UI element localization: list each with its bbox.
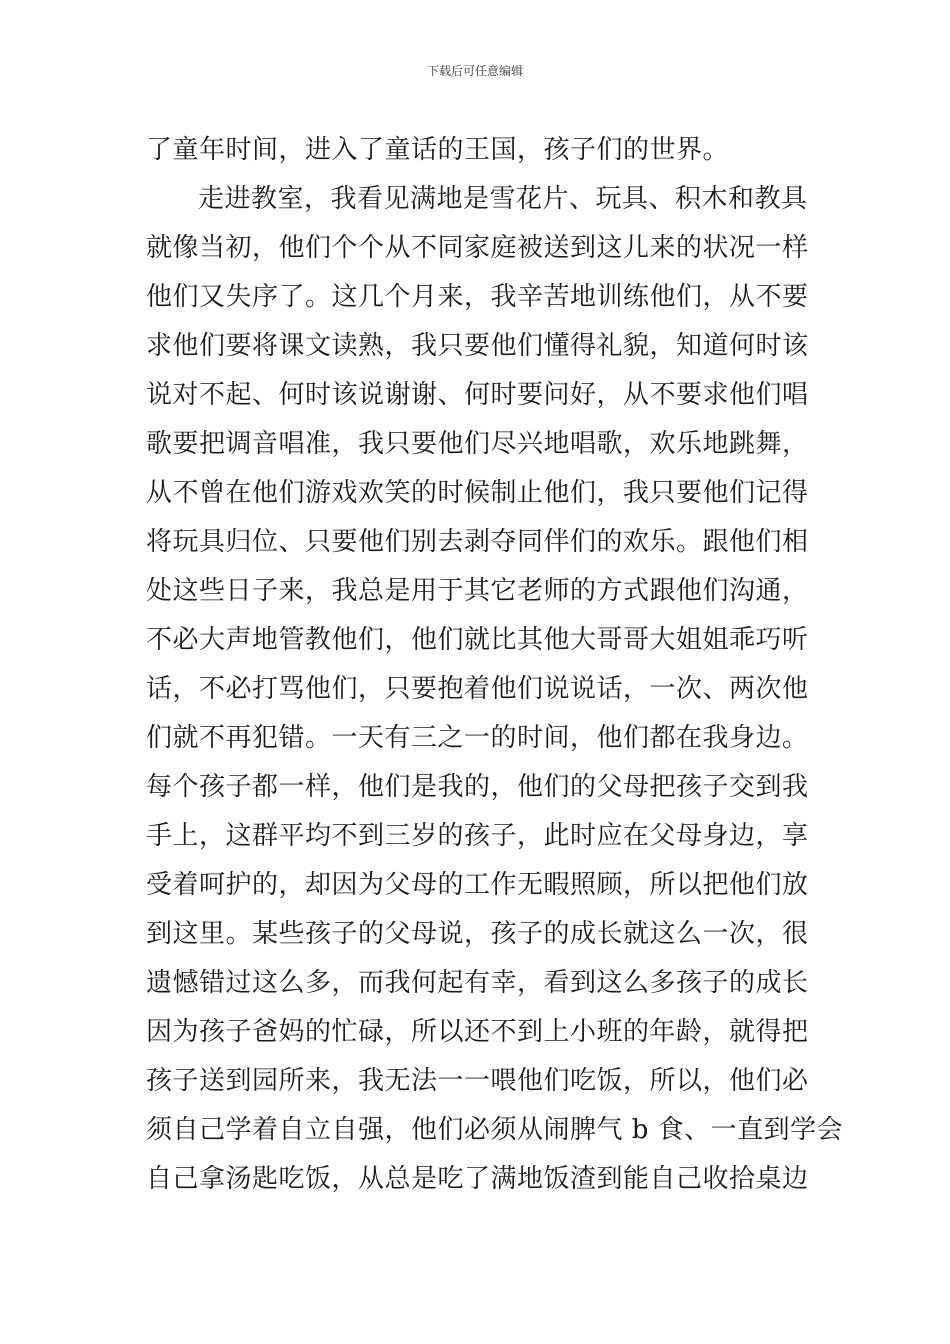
- body-text: [146, 126, 844, 1204]
- text-line: 手上，这群平均不到三岁的孩子，此时应在父母身边，享: [146, 821, 809, 851]
- text-line: 孩子送到园所来，我无法一一喂他们吃饭，所以，他们必: [146, 1066, 809, 1096]
- text-line: 了童年时间，进入了童话的王国，孩子们的世界。: [146, 135, 730, 165]
- text-line: 走进教室，我看见满地是雪花片、玩具、积木和教具: [198, 184, 808, 214]
- text-line: 处这些日子来，我总是用于其它老师的方式跟他们沟通，: [146, 576, 809, 606]
- text-line: 到这里。某些孩子的父母说，孩子的成长就这么一次，很: [146, 919, 809, 949]
- text-line: 受着呵护的，却因为父母的工作无暇照顾，所以把他们放: [146, 870, 809, 900]
- text-line: 从不曾在他们游戏欢笑的时候制止他们，我只要他们记得: [146, 478, 809, 508]
- text-line: 歌要把调音唱准，我只要他们尽兴地唱歌，欢乐地跳舞，: [146, 429, 809, 459]
- text-line: 因为孩子爸妈的忙碌，所以还不到上小班的年龄，就得把: [146, 1017, 809, 1047]
- page-header: 下载后可任意编辑: [426, 64, 523, 78]
- text-line: 话，不必打骂他们，只要抱着他们说说话，一次、两次他: [146, 674, 809, 704]
- text-line: 不必大声地管教他们，他们就比其他大哥哥大姐姐乖巧听: [146, 625, 809, 655]
- text-line: 须自己学着自立自强，他们必须从闹脾气 b 食、一直到学会: [146, 1115, 844, 1145]
- text-line: 他们又失序了。这几个月来，我辛苦地训练他们，从不要: [146, 282, 809, 312]
- text-line: 遗憾错过这么多，而我何起有幸，看到这么多孩子的成长: [146, 968, 809, 998]
- text-line: 将玩具归位、只要他们别去剥夺同伴们的欢乐。跟他们相: [146, 527, 809, 557]
- text-line: 说对不起、何时该说谢谢、何时要问好，从不要求他们唱: [146, 380, 809, 410]
- text-line: 每个孩子都一样，他们是我的，他们的父母把孩子交到我: [146, 772, 809, 802]
- text-line: 求他们要将课文读熟，我只要他们懂得礼貌，知道何时该: [146, 331, 809, 361]
- text-line: 们就不再犯错。一天有三之一的时间，他们都在我身边。: [146, 723, 809, 753]
- text-line: 自己拿汤匙吃饭，从总是吃了满地饭渣到能自己收拾桌边: [146, 1164, 809, 1194]
- text-line: 就像当初，他们个个从不同家庭被送到这儿来的状况一样: [146, 233, 809, 263]
